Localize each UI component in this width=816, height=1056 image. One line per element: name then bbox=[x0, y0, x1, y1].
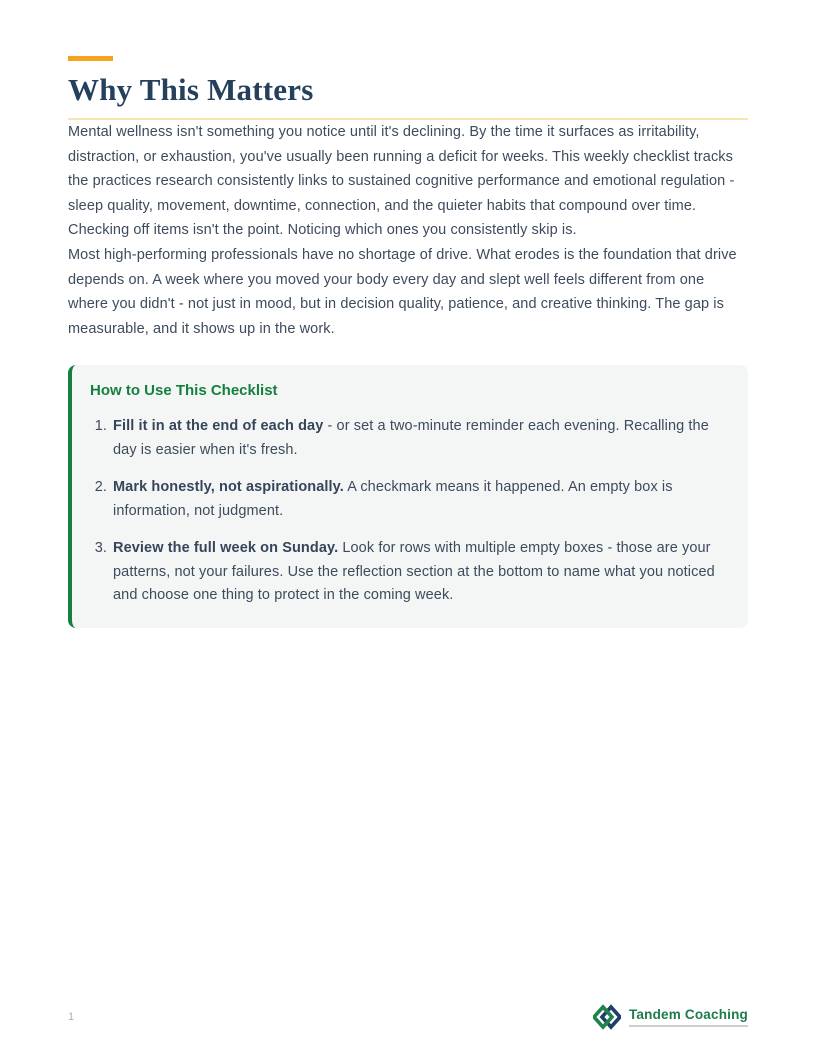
list-item-number: 1. bbox=[94, 418, 107, 435]
list-item-1 bbox=[90, 415, 720, 462]
detail-paragraph: Most high-performing professionals have no shortage of drive. What erodes is the foundation that drive depends on. A week where you moved your body every day and slept well feels different from one where you didn't - not just in mood, but in decision quality, patience, and creative thinking. The gap is measurable, and it shows up in the work. bbox=[68, 246, 737, 337]
list-item-body: A checkmark means it happened. An empty box is information, not judgment. bbox=[113, 479, 673, 519]
list-item-text bbox=[113, 537, 720, 608]
list-item-lead: Review the full week on Sunday. bbox=[113, 540, 339, 557]
how-to-callout-box bbox=[68, 365, 748, 628]
key-point-paragraph: Checking off items isn't the point. Noticing which ones you consistently skip is. bbox=[68, 222, 577, 239]
list-item-number: 2. bbox=[94, 479, 107, 496]
brand-name: Tandem Coaching bbox=[629, 1007, 748, 1027]
list-item-body: Look for rows with multiple empty boxes - those are your patterns, not your failures. Use the reflection section at the bottom to name what you noticed and choose one thing to protect in the coming week. bbox=[113, 540, 715, 604]
list-item-lead: Mark honestly, not aspirationally. bbox=[113, 479, 344, 496]
callout-list bbox=[90, 415, 720, 608]
list-item-3 bbox=[90, 537, 720, 608]
list-item-number: 3. bbox=[94, 540, 107, 557]
tandem-diamonds-icon bbox=[593, 1004, 621, 1030]
accent-bar bbox=[68, 56, 113, 61]
page-footer bbox=[68, 1000, 748, 1034]
brand-logo bbox=[593, 1004, 748, 1030]
list-item-text bbox=[113, 476, 720, 523]
list-item-2 bbox=[90, 476, 720, 523]
callout-heading: How to Use This Checklist bbox=[90, 382, 278, 400]
page-title: Why This Matters bbox=[68, 72, 314, 107]
page-number: 1 bbox=[68, 1011, 75, 1023]
list-item-text bbox=[113, 415, 720, 462]
list-item-lead: Fill it in at the end of each day bbox=[113, 418, 324, 435]
list-item-body: - or set a two-minute reminder each evening. Recalling the day is easier when it's fresh. bbox=[113, 418, 709, 458]
intro-paragraph: Mental wellness isn't something you notice until it's declining. By the time it surfaces as irritability, distraction, or exhaustion, you've usually been running a deficit for weeks. This weekly checklist tracks the practices research consistently links to sustained cognitive performance and emotional regulation - sleep quality, movement, downtime, connection, and the quieter habits that compound over time. bbox=[68, 124, 735, 214]
